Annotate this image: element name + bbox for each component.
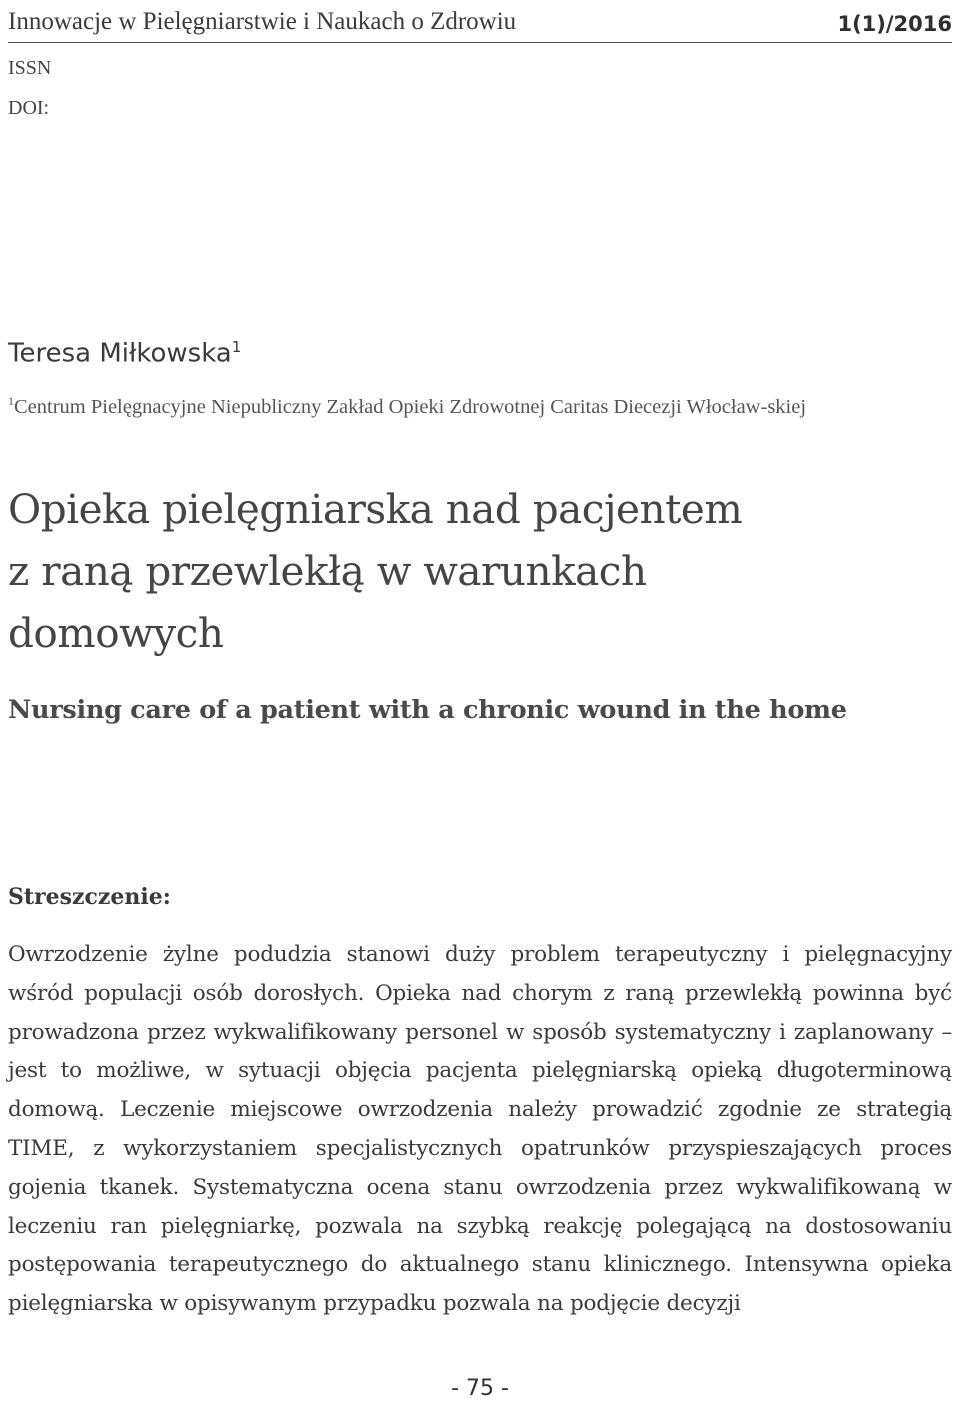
author [8,338,241,369]
affiliation [8,386,948,423]
title-line-2: z raną przewlekłą w warunkach [8,547,647,595]
affiliation-marker: 1 [8,394,14,408]
issn-label: ISSN [8,57,52,79]
journal-name: Innowacje w Pielęgniarstwie i Naukach o Zdrowiu [8,8,517,35]
article-title-pl [8,478,948,664]
abstract-text: Owrzodzenie żylne podudzia stanowi duży problem terapeutyczny i pielęgnacyjny wśród populacji osób dorosłych. Opieka nad chorym z raną przewlekłą powinna być prowadzona przez wykwalifikowany personel w sposób systematyczny i zaplanowany – jest to możliwe, w sytuacji objęcia pacjenta pielęgniarską opieką długoterminową domową. Leczenie miejscowe owrzodzenia należy prowadzić zgodnie ze strategią TIME, z wykorzystaniem specjalistycznych opatrunków przyspieszających proces gojenia tkanek. Systematyczna ocena stanu owrzodzenia przez wykwalifikowaną w leczeniu ran pielęgniarkę, pozwala na szybką reakcję polegającą na dostosowaniu postępowania terapeutycznego do aktualnego stanu klinicznego. Intensywna opieka pielęgniarska w opisywanym przypadku pozwala na podjęcie decyzji [8,942,952,1317]
page-number: - 75 - [451,1376,509,1401]
affiliation-text: Centrum Pielęgnacyjne Niepubliczny Zakład Opieki Zdrowotnej Caritas Diecezji Włocław-skiej [14,395,807,418]
doi-label: DOI: [8,97,50,119]
running-header [8,2,952,43]
title-line-1: Opieka pielęgniarska nad pacjentem [8,485,743,533]
abstract-heading: Streszczenie: [8,884,171,910]
title-line-3: domowych [8,609,224,657]
issue-number: 1(1)/2016 [837,12,952,36]
author-name: Teresa Miłkowska [8,338,232,369]
article-title-en: Nursing care of a patient with a chronic wound in the home [8,695,847,725]
author-affiliation-marker: 1 [231,338,242,356]
